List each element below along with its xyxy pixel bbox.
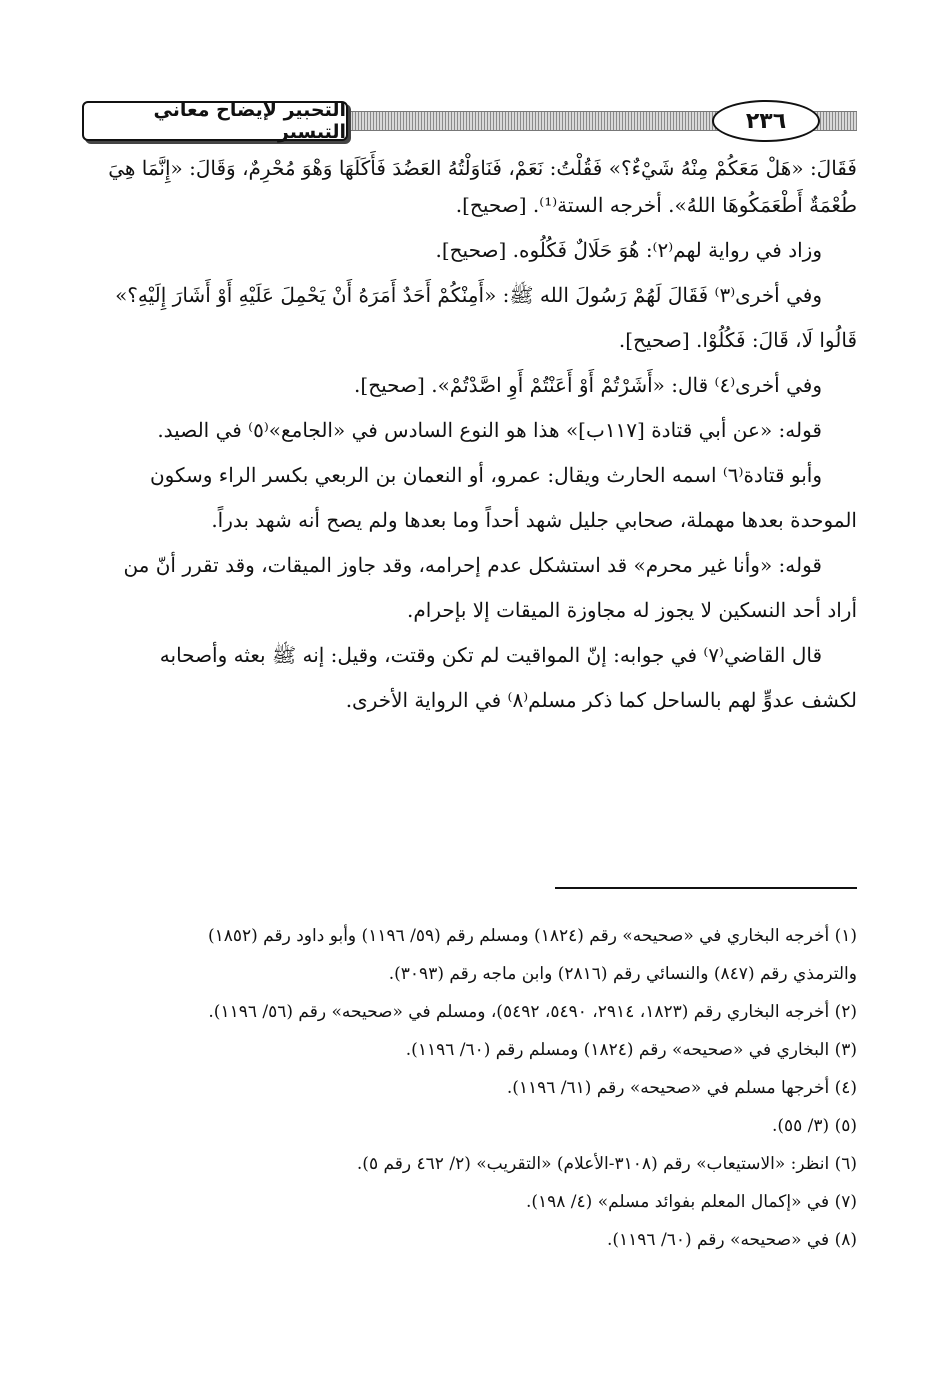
footnote-1-cont: والترمذي رقم (٨٤٧) والنسائي رقم (٢٨١٦) وابن ماجه رقم (٣٠٩٣). <box>388 964 857 984</box>
footnote-7: (٧) في «إكمال المعلم بفوائد مسلم» (٤/ ١٩٨). <box>525 1192 857 1212</box>
footnotes <box>82 918 857 1260</box>
text-line: وأبو قتادة⁽٦⁾ اسمه الحارث ويقال: عمرو، أو النعمان بن الربعي بكسر الراء وسكون <box>149 463 822 487</box>
footnote-5: (٥) (٣/ ٥٥). <box>771 1116 857 1136</box>
paragraph-8 <box>82 637 857 674</box>
page-header <box>82 97 857 143</box>
book-title: التحبير لإيضاح معاني التيسير <box>153 99 346 143</box>
main-text <box>82 150 857 727</box>
footnote-1: (١) أخرجه البخاري في «صحيحه» رقم (١٨٢٤) ومسلم رقم (٥٩/ ١١٩٦) وأبو داود رقم (١٨٥٢) <box>207 926 857 946</box>
paragraph-2 <box>82 232 857 269</box>
text-line: قَالُوا لَا، قَالَ: فَكُلُوْا. [صحيح]. <box>618 328 857 352</box>
text-line: الموحدة بعدها مهملة، صحابي جليل شهد أحداً وما بعدها ولم يصح أنه شهد بدراً. <box>211 508 857 532</box>
footnote-8: (٨) في «صحيحه» رقم (٦٠/ ١١٩٦). <box>606 1230 857 1250</box>
page-number: ٢٣٦ <box>745 108 787 134</box>
paragraph-8-cont <box>82 682 857 719</box>
page-number-oval <box>712 100 820 142</box>
text-line: وفي أخرى⁽٣⁾ فَقَالَ لَهُمْ رَسُولَ الله ﷺ: «أَمِنْكُمْ أَحَدٌ أَمَرَهُ أَنْ يَحْمِلَ عَلَيْهِ أَوْ أَشَارَ إِلَيْهِ؟» <box>115 283 822 307</box>
text-line: فَقَالَ: «هَلْ مَعَكُمْ مِنْهُ شَيْءٌ؟» فَقُلْتُ: نَعَمْ، فَنَاوَلْتُهُ العَضُدَ فَأَكَلَهَا وَهْوَ مُحْرِمٌ، وَقَالَ: «إِنَّمَا هِيَ <box>108 156 857 180</box>
text-line: لكشف عدوٍّ لهم بالساحل كما ذكر مسلم⁽٨⁾ في الرواية الأخرى. <box>345 688 857 712</box>
paragraph-3 <box>82 277 857 314</box>
header-title-box <box>82 101 348 141</box>
text-line: قوله: «وأنا غير محرم» قد استشكل عدم إحرامه، وقد جاوز الميقات، وقد تقرر أنّ من <box>123 553 822 577</box>
text-line: طُعْمَةٌ أَطْعَمَكُوهَا اللهُ». أخرجه الستة⁽¹⁾. [صحيح]. <box>455 193 857 217</box>
paragraph-3-cont <box>82 322 857 359</box>
paragraph-5 <box>82 412 857 449</box>
footnote-separator <box>555 887 857 889</box>
text-line: أراد أحد النسكين لا يجوز له مجاوزة الميقات إلا بإحرام. <box>407 598 857 622</box>
footnote-2: (٢) أخرجه البخاري رقم (١٨٢٣، ٢٩١٤، ٥٤٩٠، ٥٤٩٢)، ومسلم في «صحيحه» رقم (٥٦/ ١١٩٦). <box>208 1002 857 1022</box>
paragraph-7-cont <box>82 592 857 629</box>
footnote-6: (٦) انظر: «الاستيعاب» رقم (٣١٠٨-الأعلام) «التقريب» (٢/ ٤٦٢ رقم ٥). <box>356 1154 857 1174</box>
paragraph-1 <box>82 150 857 224</box>
paragraph-4 <box>82 367 857 404</box>
paragraph-6 <box>82 457 857 494</box>
text-line: وزاد في رواية لهم⁽٢⁾: هُوَ حَلَالٌ فَكُلُوه. [صحيح]. <box>435 238 822 262</box>
footnote-3: (٣) البخاري في «صحيحه» رقم (١٨٢٤) ومسلم رقم (٦٠/ ١١٩٦). <box>405 1040 857 1060</box>
footnote-4: (٤) أخرجها مسلم في «صحيحه» رقم (٦١/ ١١٩٦). <box>506 1078 857 1098</box>
text-line: قال القاضي⁽٧⁾ في جوابه: إنّ المواقيت لم تكن وقتت، وقيل: إنه ﷺ بعثه وأصحابه <box>159 643 822 667</box>
paragraph-7 <box>82 547 857 584</box>
paragraph-6-cont <box>82 502 857 539</box>
text-line: قوله: «عن أبي قتادة [١١٧ب]» هذا هو النوع السادس في «الجامع»⁽٥⁾ في الصيد. <box>157 418 822 442</box>
text-line: وفي أخرى⁽٤⁾ قال: «أَشَرْتُمْ أَوْ أَعَنْتُمْ أَوِ اصَّدْتُمْ». [صحيح]. <box>354 373 822 397</box>
